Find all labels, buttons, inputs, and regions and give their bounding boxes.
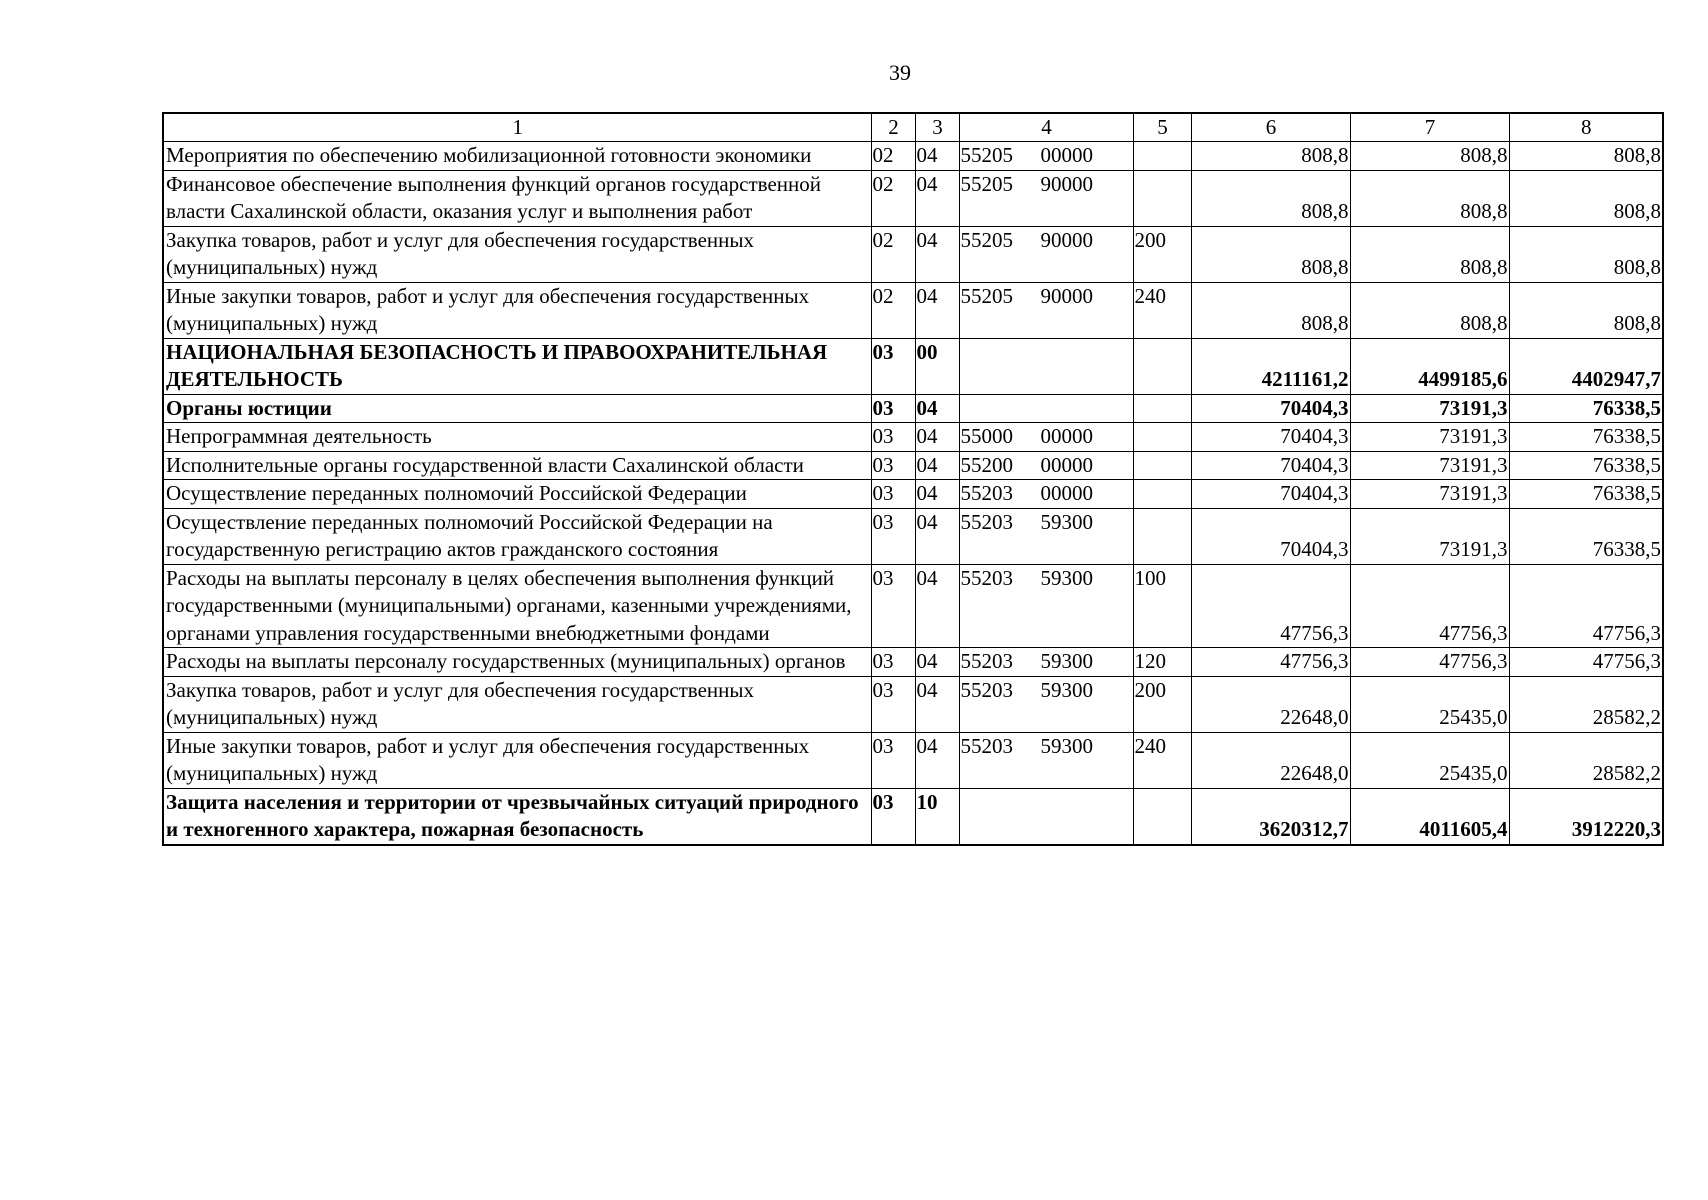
target-article-direction: 59300 (1040, 509, 1093, 534)
amount-col-6: 47756,3 (1191, 648, 1350, 677)
amount-col-8: 76338,5 (1509, 423, 1663, 452)
header-cell: 6 (1191, 113, 1350, 142)
target-article-code (959, 788, 1133, 845)
target-article-program: 55203 (960, 565, 1013, 590)
expense-type-code (1133, 788, 1191, 845)
amount-col-7: 808,8 (1350, 170, 1509, 226)
target-article-code (959, 451, 1133, 480)
target-article-code (959, 170, 1133, 226)
amount-col-8: 76338,5 (1509, 451, 1663, 480)
row-name: Закупка товаров, работ и услуг для обеспечения государственных (муниципальных) нужд (163, 226, 871, 282)
amount-col-6: 70404,3 (1191, 451, 1350, 480)
amount-col-7: 25435,0 (1350, 732, 1509, 788)
target-article-direction: 59300 (1040, 733, 1093, 758)
target-article-direction: 00000 (1040, 481, 1093, 505)
amount-col-6: 808,8 (1191, 282, 1350, 338)
header-row (163, 113, 1663, 142)
table-row (163, 170, 1663, 226)
subsection-code: 04 (915, 282, 959, 338)
row-name: Закупка товаров, работ и услуг для обеспечения государственных (муниципальных) нужд (163, 676, 871, 732)
expense-type-code (1133, 142, 1191, 171)
expense-type-code (1133, 394, 1191, 423)
section-code: 03 (871, 338, 915, 394)
target-article-code (959, 676, 1133, 732)
target-article-code (959, 338, 1133, 394)
amount-col-7: 4499185,6 (1350, 338, 1509, 394)
table-row (163, 451, 1663, 480)
subsection-code: 04 (915, 451, 959, 480)
amount-col-6: 808,8 (1191, 226, 1350, 282)
table-row (163, 226, 1663, 282)
row-name: Осуществление переданных полномочий Российской Федерации на государственную регистрацию актов гражданского состояния (163, 508, 871, 564)
row-name: Иные закупки товаров, работ и услуг для обеспечения государственных (муниципальных) нужд (163, 732, 871, 788)
amount-col-6: 808,8 (1191, 170, 1350, 226)
header-cell: 3 (915, 113, 959, 142)
target-article-program: 55200 (960, 452, 1013, 477)
amount-col-8: 76338,5 (1509, 480, 1663, 509)
target-article-program: 55205 (960, 171, 1013, 196)
table-row (163, 282, 1663, 338)
table-row (163, 732, 1663, 788)
target-article-direction: 59300 (1040, 677, 1093, 702)
amount-col-6: 808,8 (1191, 142, 1350, 171)
amount-col-7: 808,8 (1350, 226, 1509, 282)
target-article-code (959, 226, 1133, 282)
section-code: 03 (871, 423, 915, 452)
amount-col-7: 73191,3 (1350, 423, 1509, 452)
header-cell: 7 (1350, 113, 1509, 142)
row-name: Иные закупки товаров, работ и услуг для обеспечения государственных (муниципальных) нужд (163, 282, 871, 338)
amount-col-7: 73191,3 (1350, 394, 1509, 423)
subsection-code: 04 (915, 508, 959, 564)
expense-type-code: 240 (1133, 282, 1191, 338)
target-article-program: 55205 (960, 143, 1013, 167)
section-code: 03 (871, 676, 915, 732)
subsection-code: 04 (915, 226, 959, 282)
target-article-direction: 00000 (1040, 424, 1093, 448)
target-article-code (959, 480, 1133, 509)
expense-type-code (1133, 508, 1191, 564)
amount-col-8: 47756,3 (1509, 564, 1663, 648)
expense-type-code: 200 (1133, 226, 1191, 282)
section-code: 03 (871, 480, 915, 509)
target-article-code (959, 648, 1133, 677)
row-name: Расходы на выплаты персоналу в целях обеспечения выполнения функций государственными (муниципальными) органами, казенными учреждениями, органами управления государственными внебюджетными фондами (163, 564, 871, 648)
amount-col-6: 3620312,7 (1191, 788, 1350, 845)
expense-type-code (1133, 480, 1191, 509)
amount-col-7: 4011605,4 (1350, 788, 1509, 845)
target-article-code (959, 732, 1133, 788)
target-article-program: 55203 (960, 677, 1013, 702)
expense-type-code: 200 (1133, 676, 1191, 732)
header-cell: 2 (871, 113, 915, 142)
target-article-code (959, 423, 1133, 452)
section-code: 03 (871, 564, 915, 648)
expense-type-code: 100 (1133, 564, 1191, 648)
table-row (163, 564, 1663, 648)
subsection-code: 04 (915, 423, 959, 452)
amount-col-6: 4211161,2 (1191, 338, 1350, 394)
target-article-program: 55203 (960, 509, 1013, 534)
amount-col-6: 47756,3 (1191, 564, 1350, 648)
amount-col-8: 3912220,3 (1509, 788, 1663, 845)
subsection-code: 04 (915, 564, 959, 648)
table-row (163, 394, 1663, 423)
subsection-code: 04 (915, 394, 959, 423)
target-article-direction: 00000 (1040, 452, 1093, 477)
header-cell: 4 (959, 113, 1133, 142)
subsection-code: 10 (915, 788, 959, 845)
header-cell: 5 (1133, 113, 1191, 142)
section-code: 03 (871, 451, 915, 480)
amount-col-8: 808,8 (1509, 226, 1663, 282)
table-row (163, 338, 1663, 394)
table-row (163, 648, 1663, 677)
expense-type-code (1133, 170, 1191, 226)
row-name: Защита населения и территории от чрезвычайных ситуаций природного и техногенного характера, пожарная безопасность (163, 788, 871, 845)
section-code: 02 (871, 282, 915, 338)
section-code: 03 (871, 508, 915, 564)
amount-col-6: 70404,3 (1191, 394, 1350, 423)
target-article-direction: 59300 (1040, 565, 1093, 590)
row-name: Финансовое обеспечение выполнения функций органов государственной власти Сахалинской области, оказания услуг и выполнения работ (163, 170, 871, 226)
subsection-code: 00 (915, 338, 959, 394)
section-code: 02 (871, 170, 915, 226)
target-article-code (959, 282, 1133, 338)
amount-col-8: 76338,5 (1509, 394, 1663, 423)
target-article-code (959, 394, 1133, 423)
page-number: 39 (889, 60, 911, 85)
amount-col-8: 76338,5 (1509, 508, 1663, 564)
header-cell: 8 (1509, 113, 1663, 142)
subsection-code: 04 (915, 480, 959, 509)
row-name: Органы юстиции (163, 394, 871, 423)
section-code: 03 (871, 732, 915, 788)
expense-type-code: 240 (1133, 732, 1191, 788)
target-article-direction: 00000 (1040, 143, 1093, 167)
amount-col-8: 808,8 (1509, 282, 1663, 338)
amount-col-8: 28582,2 (1509, 676, 1663, 732)
amount-col-6: 22648,0 (1191, 732, 1350, 788)
expense-type-code (1133, 451, 1191, 480)
subsection-code: 04 (915, 170, 959, 226)
amount-col-7: 47756,3 (1350, 648, 1509, 677)
amount-col-6: 70404,3 (1191, 480, 1350, 509)
table-row (163, 142, 1663, 171)
expense-type-code: 120 (1133, 648, 1191, 677)
subsection-code: 04 (915, 732, 959, 788)
table-row (163, 423, 1663, 452)
amount-col-6: 70404,3 (1191, 423, 1350, 452)
amount-col-7: 808,8 (1350, 142, 1509, 171)
target-article-direction: 90000 (1040, 283, 1093, 308)
row-name: Непрограммная деятельность (163, 423, 871, 452)
target-article-program: 55000 (960, 424, 1013, 448)
amount-col-7: 73191,3 (1350, 508, 1509, 564)
section-code: 03 (871, 648, 915, 677)
table-row (163, 788, 1663, 845)
target-article-program: 55203 (960, 733, 1013, 758)
row-name: Осуществление переданных полномочий Российской Федерации (163, 480, 871, 509)
row-name: Исполнительные органы государственной власти Сахалинской области (163, 451, 871, 480)
target-article-program: 55203 (960, 649, 1013, 673)
amount-col-6: 70404,3 (1191, 508, 1350, 564)
header-cell: 1 (163, 113, 871, 142)
subsection-code: 04 (915, 648, 959, 677)
target-article-direction: 90000 (1040, 171, 1093, 196)
amount-col-7: 808,8 (1350, 282, 1509, 338)
section-code: 03 (871, 394, 915, 423)
row-name: НАЦИОНАЛЬНАЯ БЕЗОПАСНОСТЬ И ПРАВООХРАНИТЕЛЬНАЯ ДЕЯТЕЛЬНОСТЬ (163, 338, 871, 394)
target-article-code (959, 564, 1133, 648)
table-row (163, 508, 1663, 564)
row-name: Мероприятия по обеспечению мобилизационной готовности экономики (163, 142, 871, 171)
table-row (163, 480, 1663, 509)
section-code: 02 (871, 226, 915, 282)
target-article-program: 55203 (960, 481, 1013, 505)
expense-type-code (1133, 423, 1191, 452)
target-article-direction: 59300 (1040, 649, 1093, 673)
subsection-code: 04 (915, 676, 959, 732)
table-row (163, 676, 1663, 732)
amount-col-6: 22648,0 (1191, 676, 1350, 732)
amount-col-7: 73191,3 (1350, 451, 1509, 480)
target-article-program: 55205 (960, 283, 1013, 308)
subsection-code: 04 (915, 142, 959, 171)
amount-col-8: 28582,2 (1509, 732, 1663, 788)
section-code: 02 (871, 142, 915, 171)
target-article-code (959, 508, 1133, 564)
amount-col-8: 47756,3 (1509, 648, 1663, 677)
target-article-code (959, 142, 1133, 171)
amount-col-8: 808,8 (1509, 142, 1663, 171)
expense-type-code (1133, 338, 1191, 394)
amount-col-7: 25435,0 (1350, 676, 1509, 732)
budget-table (162, 112, 1664, 846)
row-name: Расходы на выплаты персоналу государственных (муниципальных) органов (163, 648, 871, 677)
target-article-program: 55205 (960, 227, 1013, 252)
target-article-direction: 90000 (1040, 227, 1093, 252)
section-code: 03 (871, 788, 915, 845)
amount-col-8: 4402947,7 (1509, 338, 1663, 394)
amount-col-8: 808,8 (1509, 170, 1663, 226)
amount-col-7: 47756,3 (1350, 564, 1509, 648)
amount-col-7: 73191,3 (1350, 480, 1509, 509)
